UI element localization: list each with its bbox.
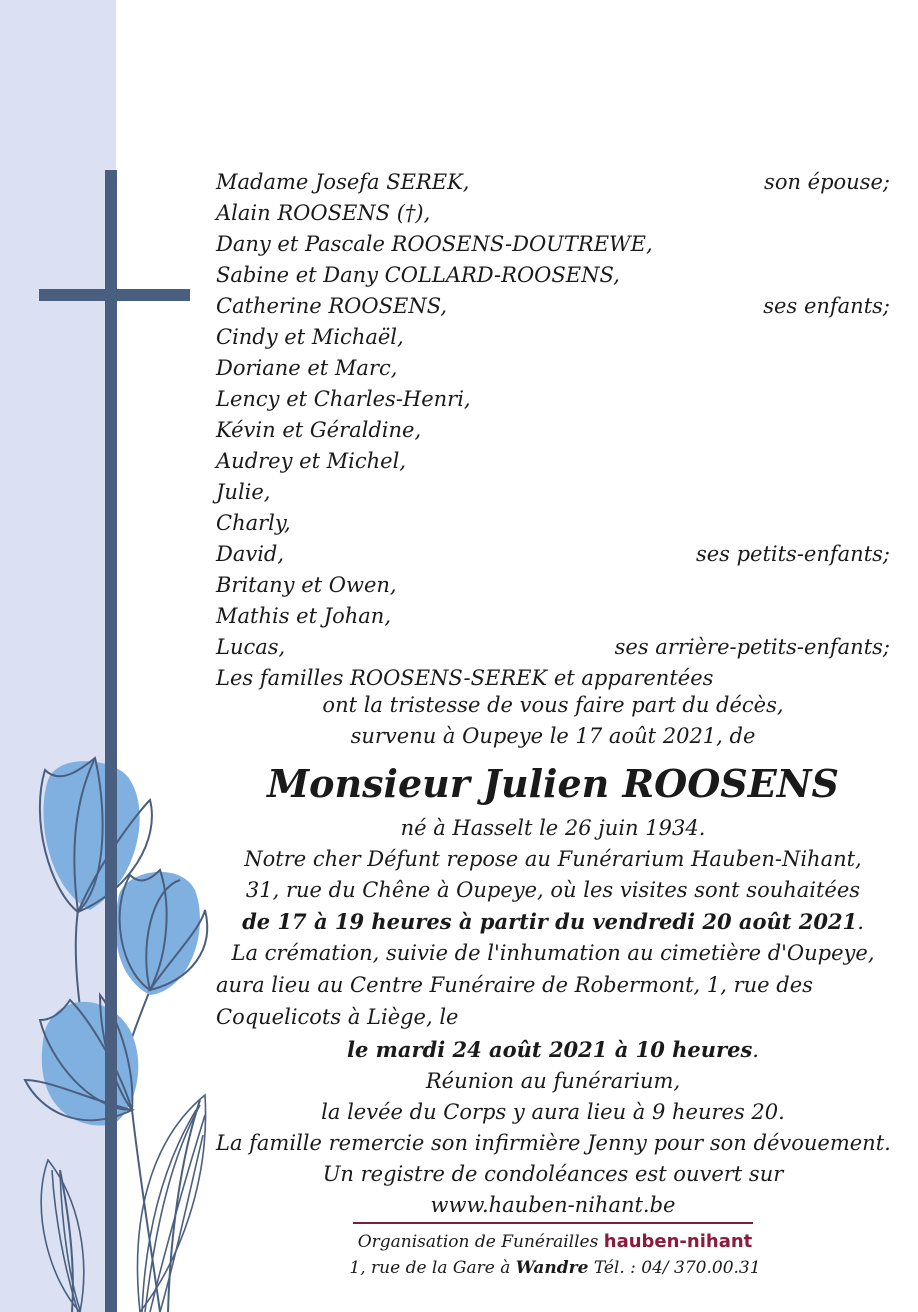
family-member-name: Lency et Charles-Henri,: [216, 387, 471, 411]
announcement-line-2: survenu à Oupeye le 17 août 2021, de: [350, 724, 756, 748]
family-row: [216, 477, 890, 508]
family-row: [216, 384, 890, 415]
family-row: [216, 291, 890, 322]
family-member-name: Doriane et Marc,: [216, 356, 398, 380]
family-member-name: Alain ROOSENS (†),: [216, 201, 431, 225]
family-row: [216, 446, 890, 477]
family-row: [216, 353, 890, 384]
visits-time: de 17 à 19 heures à partir du vendredi 20 août 2021: [242, 909, 858, 934]
family-member-name: Britany et Owen,: [216, 573, 397, 597]
details-line-2: 31, rue du Chêne à Oupeye, où les visites sont souhaitées: [245, 878, 861, 902]
cremation-line-1: La crémation, suivie de l'inhumation au cimetière d'Oupeye,: [231, 941, 875, 965]
family-member-name: Madame Josefa SEREK,: [216, 170, 470, 194]
family-row: [216, 167, 890, 198]
family-relation: ses enfants;: [763, 294, 890, 318]
thanks-line: La famille remercie son infirmière Jenny pour son dévouement.: [216, 1131, 891, 1155]
footer-divider: [353, 1222, 753, 1224]
family-member-name: Julie,: [216, 480, 271, 504]
family-member-name: Mathis et Johan,: [216, 604, 392, 628]
family-member-name: Catherine ROOSENS,: [216, 294, 448, 318]
family-row: [216, 322, 890, 353]
birth-info: né à Hasselt le 26 juin 1934.: [400, 816, 706, 840]
family-member-name: Audrey et Michel,: [216, 449, 407, 473]
visits-end: .: [857, 910, 864, 934]
ceremony-date-end: .: [752, 1038, 759, 1062]
family-member-name: Les familles ROOSENS-SEREK et apparentées: [216, 666, 714, 690]
address-town: Wandre: [515, 1258, 589, 1278]
website-link[interactable]: www.hauben-nihant.be: [430, 1193, 676, 1217]
footer-organisation: [300, 1230, 810, 1254]
family-relation: son épouse;: [764, 170, 890, 194]
deceased-name: Monsieur Julien ROOSENS: [267, 761, 839, 806]
registry-line: Un registre de condoléances est ouvert sur: [322, 1162, 784, 1186]
family-row: [216, 632, 890, 663]
address-prefix: 1, rue de la Gare à: [349, 1258, 511, 1278]
family-member-name: Lucas,: [216, 635, 286, 659]
org-label: Organisation de Funérailles: [357, 1232, 599, 1252]
family-relation: ses arrière-petits-enfants;: [614, 635, 890, 659]
family-row: [216, 229, 890, 260]
family-row: [216, 601, 890, 632]
levee-line: la levée du Corps y aura lieu à 9 heures 20.: [321, 1100, 785, 1124]
details-line-1: Notre cher Défunt repose au Funérarium Hauben-Nihant,: [244, 847, 862, 871]
address-phone: Tél. : 04/ 370.00.31: [593, 1258, 761, 1278]
cremation-line-3: Coquelicots à Liège, le: [216, 1005, 459, 1029]
family-member-name: Charly,: [216, 511, 291, 535]
family-row: [216, 508, 890, 539]
family-member-name: Sabine et Dany COLLARD-ROOSENS,: [216, 263, 620, 287]
family-relation: ses petits-enfants;: [695, 542, 890, 566]
brand-logo: hauben-nihant: [603, 1231, 753, 1252]
family-member-name: Dany et Pascale ROOSENS-DOUTREWE,: [216, 232, 653, 256]
tulip-illustration: [0, 740, 240, 1312]
family-row: [216, 570, 890, 601]
family-member-name: Cindy et Michaël,: [216, 325, 404, 349]
cremation-line-2: aura lieu au Centre Funéraire de Robermont, 1, rue des: [216, 973, 813, 997]
family-member-name: Kévin et Géraldine,: [216, 418, 422, 442]
reunion-line: Réunion au funérarium,: [425, 1069, 681, 1093]
family-member-name: David,: [216, 542, 285, 566]
ceremony-date-line: [216, 1034, 890, 1066]
announcement-line-1: ont la tristesse de vous faire part du décès,: [322, 693, 784, 717]
ceremony-date: le mardi 24 août 2021 à 10 heures: [347, 1037, 753, 1062]
visits-line: [216, 906, 890, 938]
footer-address: [300, 1256, 810, 1280]
family-row: [216, 198, 890, 229]
family-row: [216, 260, 890, 291]
family-row: [216, 415, 890, 446]
cross-horizontal-bar: [39, 289, 190, 301]
family-row: [216, 539, 890, 570]
cross-vertical-bar: [105, 170, 117, 1312]
